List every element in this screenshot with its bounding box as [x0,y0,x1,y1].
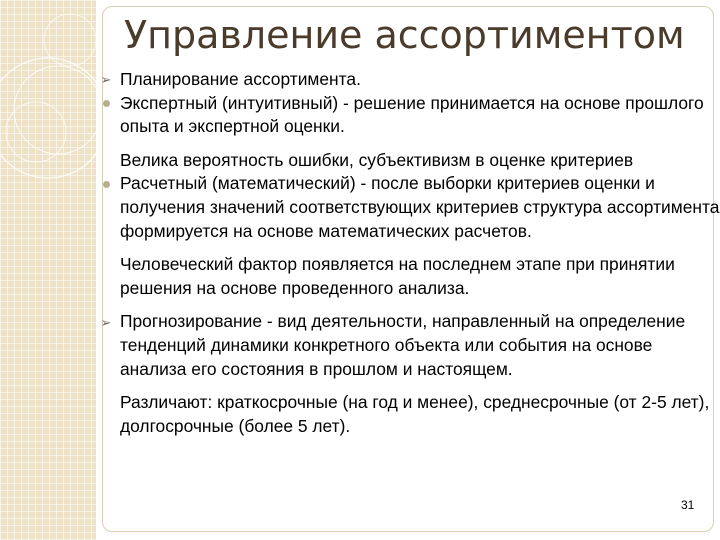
bullet-item [96,68,720,92]
arrowhead-right-icon: ➢ [100,72,112,88]
decorative-rings [0,0,96,540]
arrowhead-right-icon: ➢ [100,314,112,330]
slide-content [96,68,720,438]
bullet-item [96,310,720,381]
bullet-item [96,172,720,243]
bullet-text: Расчетный (математический) - после выборки критериев оценки и получения значений соответствующих критериев структура ассортимента формируется на основе математических расчетов. [120,173,720,241]
page-number: 31 [681,498,695,512]
bullet-continuation: Велика вероятность ошибки, субъективизм в оценке критериев [120,149,634,170]
disc-bullet-icon [99,172,113,196]
bullet-continuation: Различают: краткосрочные (на год и менее), среднесрочные (от 2-5 лет), долгосрочные (более 5 лет). [120,392,710,436]
disc-bullet-icon [99,92,113,116]
bullet-item [96,92,720,139]
bullet-continuation: Человеческий фактор появляется на последнем этапе при принятии решения на основе проведенного анализа. [120,254,675,298]
slide [96,0,720,540]
decorative-side-band [0,0,96,540]
bullet-text: Планирование ассортимента. [120,69,361,89]
bullet-text: Прогнозирование - вид деятельности, направленный на определение тенденций динамики конкретного объекта или события на основе анализа его состояния в прошлом и настоящем. [120,311,686,379]
bullet-text: Экспертный (интуитивный) - решение принимается на основе прошлого опыта и экспертной оценки. [120,92,704,137]
slide-title: Управление ассортиментом [124,13,685,57]
